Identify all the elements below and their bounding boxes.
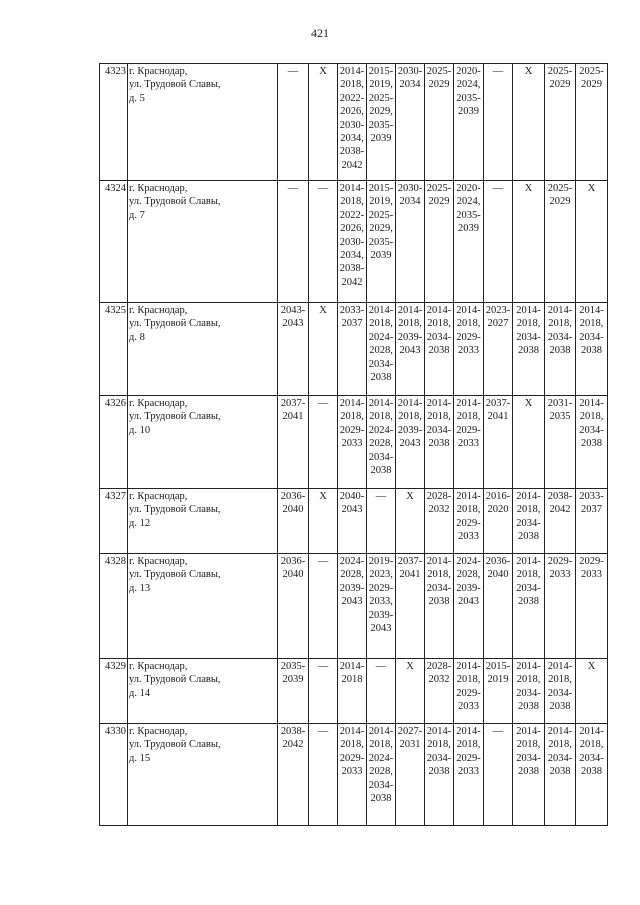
- value-cell: 2014- 2018, 2024- 2028, 2034- 2038: [367, 724, 396, 826]
- address-street: ул. Трудовой Славы,: [129, 674, 221, 686]
- value-cell: 2029- 2033: [576, 554, 608, 659]
- row-number: 4329: [100, 659, 128, 724]
- value-cell: X: [513, 64, 545, 181]
- value-cell: 2014- 2018, 2034- 2038: [513, 489, 545, 554]
- value-cell: 2014- 2018, 2034- 2038: [425, 396, 454, 489]
- row-number: 4325: [100, 303, 128, 396]
- value-cell: 2025- 2029: [576, 64, 608, 181]
- value-cell: 2025- 2029: [545, 181, 576, 303]
- row-number: 4323: [100, 64, 128, 181]
- value-cell: 2036- 2040: [278, 554, 309, 659]
- address-city: г. Краснодар,: [129, 556, 188, 567]
- value-cell: 2014- 2018, 2034- 2038: [425, 303, 454, 396]
- address-street: ул. Трудовой Славы,: [129, 569, 221, 581]
- value-cell: 2014- 2018, 2034- 2038: [545, 724, 576, 826]
- table-row: [100, 554, 608, 659]
- address-street: ул. Трудовой Славы,: [129, 196, 221, 208]
- value-cell: X: [576, 659, 608, 724]
- value-cell: 2014- 2018, 2034- 2038: [545, 659, 576, 724]
- value-cell: 2014- 2018, 2022- 2026, 2030- 2034, 2038- 2042: [338, 64, 367, 181]
- table-row: [100, 489, 608, 554]
- address-house: д. 13: [129, 582, 151, 594]
- value-cell: 2015- 2019: [484, 659, 513, 724]
- value-cell: 2033- 2037: [338, 303, 367, 396]
- row-number: 4327: [100, 489, 128, 554]
- value-cell: 2028- 2032: [425, 489, 454, 554]
- value-cell: 2014- 2018, 2024- 2028, 2034- 2038: [367, 396, 396, 489]
- value-cell: 2014- 2018, 2034- 2038: [513, 554, 545, 659]
- address-cell: [128, 724, 278, 826]
- row-number: 4324: [100, 181, 128, 303]
- address-cell: [128, 303, 278, 396]
- value-cell: 2037- 2041: [396, 554, 425, 659]
- value-cell: 2014- 2018, 2029- 2033: [454, 396, 484, 489]
- value-cell: 2038- 2042: [545, 489, 576, 554]
- address-house: д. 10: [129, 424, 151, 436]
- table-row: [100, 724, 608, 826]
- value-cell: 2036- 2040: [484, 554, 513, 659]
- value-cell: 2029- 2033: [545, 554, 576, 659]
- value-cell: 2014- 2018, 2029- 2033: [454, 303, 484, 396]
- value-cell: X: [396, 489, 425, 554]
- value-cell: —: [278, 181, 309, 303]
- value-cell: 2014- 2018, 2029- 2033: [454, 489, 484, 554]
- value-cell: 2015- 2019, 2025- 2029, 2035- 2039: [367, 181, 396, 303]
- page-number: 421: [311, 26, 329, 40]
- value-cell: 2033- 2037: [576, 489, 608, 554]
- row-number: 4326: [100, 396, 128, 489]
- value-cell: 2025- 2029: [425, 64, 454, 181]
- address-cell: [128, 489, 278, 554]
- value-cell: —: [309, 396, 338, 489]
- value-cell: 2037- 2041: [278, 396, 309, 489]
- value-cell: —: [309, 181, 338, 303]
- value-cell: 2031- 2035: [545, 396, 576, 489]
- address-cell: [128, 181, 278, 303]
- value-cell: X: [309, 303, 338, 396]
- value-cell: 2024- 2028, 2039- 2043: [454, 554, 484, 659]
- value-cell: X: [576, 181, 608, 303]
- value-cell: 2025- 2029: [425, 181, 454, 303]
- address-house: д. 8: [129, 331, 145, 343]
- table-row: [100, 64, 608, 181]
- value-cell: 2036- 2040: [278, 489, 309, 554]
- value-cell: —: [367, 659, 396, 724]
- value-cell: 2043- 2043: [278, 303, 309, 396]
- value-cell: —: [309, 724, 338, 826]
- value-cell: X: [396, 659, 425, 724]
- address-street: ул. Трудовой Славы,: [129, 318, 221, 330]
- address-house: д. 14: [129, 687, 151, 699]
- value-cell: 2014- 2018, 2034- 2038: [425, 554, 454, 659]
- value-cell: 2024- 2028, 2039- 2043: [338, 554, 367, 659]
- value-cell: X: [513, 181, 545, 303]
- value-cell: 2038- 2042: [278, 724, 309, 826]
- value-cell: 2014- 2018, 2022- 2026, 2030- 2034, 2038- 2042: [338, 181, 367, 303]
- address-city: г. Краснодар,: [129, 661, 188, 672]
- value-cell: —: [278, 64, 309, 181]
- value-cell: 2014- 2018, 2029- 2033: [454, 659, 484, 724]
- address-house: д. 5: [129, 92, 145, 104]
- value-cell: 2014- 2018, 2029- 2033: [338, 396, 367, 489]
- value-cell: 2015- 2019, 2025- 2029, 2035- 2039: [367, 64, 396, 181]
- value-cell: X: [513, 396, 545, 489]
- address-house: д. 15: [129, 752, 151, 764]
- value-cell: 2014- 2018, 2034- 2038: [513, 659, 545, 724]
- value-cell: 2019- 2023, 2029- 2033, 2039- 2043: [367, 554, 396, 659]
- value-cell: 2037- 2041: [484, 396, 513, 489]
- address-city: г. Краснодар,: [129, 305, 188, 316]
- value-cell: 2027- 2031: [396, 724, 425, 826]
- address-city: г. Краснодар,: [129, 66, 188, 77]
- address-cell: [128, 659, 278, 724]
- value-cell: 2014- 2018, 2034- 2038: [576, 724, 608, 826]
- value-cell: 2028- 2032: [425, 659, 454, 724]
- address-city: г. Краснодар,: [129, 726, 188, 737]
- address-cell: [128, 64, 278, 181]
- value-cell: 2023- 2027: [484, 303, 513, 396]
- value-cell: 2014- 2018, 2034- 2038: [513, 303, 545, 396]
- value-cell: 2014- 2018, 2034- 2038: [425, 724, 454, 826]
- value-cell: 2040- 2043: [338, 489, 367, 554]
- value-cell: —: [484, 64, 513, 181]
- address-city: г. Краснодар,: [129, 398, 188, 409]
- table-row: [100, 303, 608, 396]
- value-cell: 2016- 2020: [484, 489, 513, 554]
- value-cell: 2014- 2018, 2029- 2033: [454, 724, 484, 826]
- schedule-table: [99, 63, 608, 826]
- table-row: [100, 396, 608, 489]
- address-street: ул. Трудовой Славы,: [129, 504, 221, 516]
- value-cell: 2030- 2034: [396, 64, 425, 181]
- value-cell: —: [309, 554, 338, 659]
- address-city: г. Краснодар,: [129, 491, 188, 502]
- table-row: [100, 181, 608, 303]
- value-cell: 2014- 2018, 2039- 2043: [396, 396, 425, 489]
- value-cell: 2014- 2018, 2024- 2028, 2034- 2038: [367, 303, 396, 396]
- row-number: 4330: [100, 724, 128, 826]
- value-cell: 2020- 2024, 2035- 2039: [454, 64, 484, 181]
- value-cell: 2030- 2034: [396, 181, 425, 303]
- table-body: [100, 64, 608, 826]
- row-number: 4328: [100, 554, 128, 659]
- value-cell: —: [367, 489, 396, 554]
- address-street: ул. Трудовой Славы,: [129, 739, 221, 751]
- address-city: г. Краснодар,: [129, 183, 188, 194]
- value-cell: 2014- 2018, 2034- 2038: [576, 303, 608, 396]
- value-cell: —: [484, 724, 513, 826]
- value-cell: 2014- 2018, 2029- 2033: [338, 724, 367, 826]
- address-street: ул. Трудовой Славы,: [129, 411, 221, 423]
- address-house: д. 12: [129, 517, 151, 529]
- value-cell: 2014- 2018, 2034- 2038: [513, 724, 545, 826]
- value-cell: 2014- 2018, 2039- 2043: [396, 303, 425, 396]
- address-street: ул. Трудовой Славы,: [129, 79, 221, 91]
- table-row: [100, 659, 608, 724]
- value-cell: —: [484, 181, 513, 303]
- value-cell: 2014- 2018, 2034- 2038: [576, 396, 608, 489]
- value-cell: 2025- 2029: [545, 64, 576, 181]
- value-cell: 2035- 2039: [278, 659, 309, 724]
- value-cell: 2014- 2018: [338, 659, 367, 724]
- value-cell: X: [309, 489, 338, 554]
- address-cell: [128, 554, 278, 659]
- address-cell: [128, 396, 278, 489]
- value-cell: 2014- 2018, 2034- 2038: [545, 303, 576, 396]
- address-house: д. 7: [129, 209, 145, 221]
- value-cell: 2020- 2024, 2035- 2039: [454, 181, 484, 303]
- value-cell: —: [309, 659, 338, 724]
- value-cell: X: [309, 64, 338, 181]
